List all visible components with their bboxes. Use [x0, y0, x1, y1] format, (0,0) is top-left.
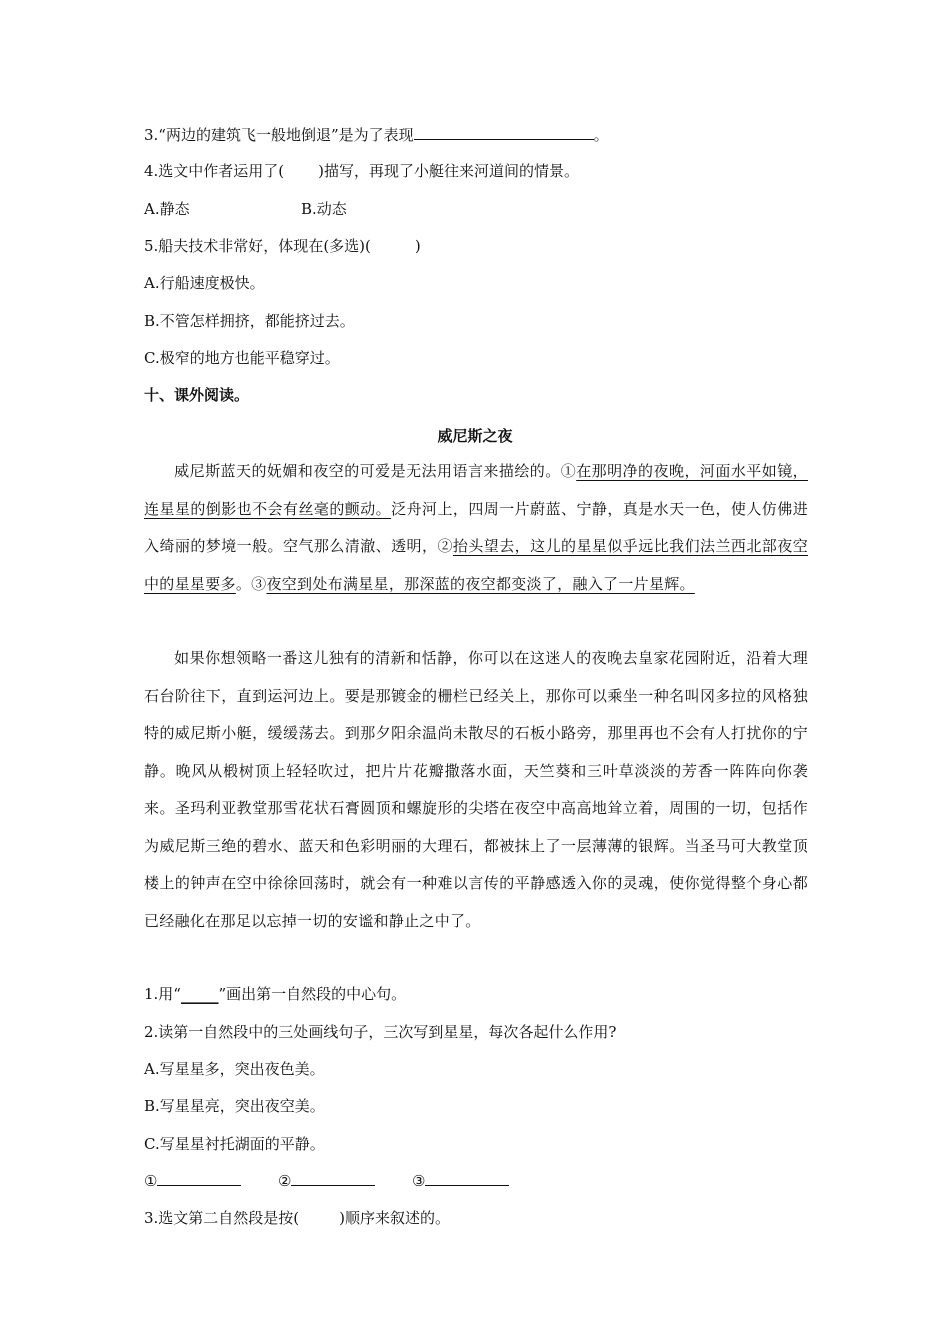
article-paragraph-1: 威尼斯蓝天的妩媚和夜空的可爱是无法用语言来描绘的。①在那明净的夜晚，河面水平如镜，连星星的倒影也不会有丝毫的颤动。泛舟河上，四周一片蔚蓝、宁静，真是水天一色，使人仿佛进入绮丽的梦境一般。空气那么清澈、透明，②抬头望去，这儿的星星似乎远比我们法兰西北部夜空中的星星要多。③夜空到处布满星星，那深蓝的夜空都变淡了，融入了一片星辉。	[144, 462, 808, 593]
marker-2: ②	[437, 537, 453, 555]
article-paragraph-2	[144, 640, 808, 940]
answer-blanks-row	[144, 1170, 426, 1191]
answer-blank-1[interactable]	[157, 1170, 241, 1186]
blank-label-1: ①	[144, 1172, 158, 1190]
question-b2-option-a: A.写星星多，突出夜色美。	[144, 1060, 325, 1078]
sentence-2: 泛舟河上，四周一片蔚蓝、宁静，真是水天一色，使人仿佛进入绮丽的梦境一般。空气那么清澈、透明，	[144, 499, 808, 555]
question-3-text: 3.“两边的建筑飞一般地倒退”是为了表现	[144, 126, 414, 144]
blank-label-2: ②	[278, 1172, 292, 1190]
marker-1: ①	[560, 462, 577, 480]
blank-label-3: ③	[412, 1172, 426, 1190]
sentence-0: 威尼斯蓝天的妩媚和夜空的可爱是无法用语言来描绘的。	[174, 462, 561, 480]
answer-blank-3[interactable]	[425, 1170, 509, 1186]
underlined-sentence-1: 在那明净的夜晚，河面水平如镜，连星星的倒影也不会有丝毫的颤动。	[144, 462, 808, 518]
marker-3: ③	[251, 574, 267, 593]
article-title: 威尼斯之夜	[437, 427, 513, 445]
underlined-sentence-2: 抬头望去，这儿的星星似乎远比我们法兰西北部夜空中的星星要多	[144, 537, 808, 593]
question-4-options	[144, 199, 347, 219]
answer-blank[interactable]	[414, 124, 594, 140]
paragraph-2-text: 如果你想领略一番这儿独有的清新和恬静，你可以在这迷人的夜晚去皇家花园附近，沿着大理石台阶往下，直到运河边上。要是那镀金的栅栏已经关上，那你可以乘坐一种名叫冈多拉的风格独特的威尼斯小艇，缓缓荡去。到那夕阳余温尚未散尽的石板小路旁，那里再也不会有人打扰你的宁静。晚风从椴树顶上轻轻吹过，把片片花瓣撒落水面，天竺葵和三叶草淡淡的芳香一阵阵向你袭来。圣玛利亚教堂那雪花状石膏圆顶和螺旋形的尖塔在夜空中高高地耸立着，周围的一切，包括作为威尼斯三绝的碧水、蓝天和色彩明丽的大理石，都被抹上了一层薄薄的银辉。当圣马可大教堂顶楼上的钟声在空中徐徐回荡时，就会有一种难以言传的平静感透入你的灵魂，使你觉得整个身心都已经融化在那足以忘掉一切的安谧和静止之中了。	[144, 649, 808, 930]
question-b2-option-c: C.写星星衬托湖面的平静。	[144, 1135, 325, 1153]
answer-blank-2[interactable]	[291, 1170, 375, 1186]
question-5-option-a: A.行船速度极快。	[144, 274, 265, 292]
question-5-option-b: B.不管怎样拥挤，都能挤过去。	[144, 312, 355, 330]
question-b2-line: 2.读第一自然段中的三处画线句子，三次写到星星，每次各起什么作用?	[144, 1023, 617, 1041]
underlined-sentence-3: 夜空到处布满星星，那深蓝的夜空都变淡了，融入了一片星辉。	[266, 574, 695, 593]
question-5-text: 5.船夫技术非常好，体现在(多选)(	[144, 237, 371, 255]
underline-sample: _____	[180, 985, 219, 1003]
question-b1-line: 1.用“_____”画出第一自然段的中心句。	[144, 985, 407, 1003]
question-4-line: 4.选文中作者运用了( )描写，再现了小艇往来河道间的情景。	[144, 162, 580, 180]
question-b3-line: 3.选文第二自然段是按( )顺序来叙述的。	[144, 1209, 451, 1227]
question-b2-option-b: B.写星星亮，突出夜空美。	[144, 1097, 325, 1115]
question-5-option-c: C.极窄的地方也能平稳穿过。	[144, 349, 340, 367]
section-heading: 十、课外阅读。	[144, 386, 250, 404]
option-b: B.动态	[301, 200, 347, 218]
question-3-line: 3.“两边的建筑飞一般地倒退”是为了表现 。	[144, 126, 609, 144]
question-5-line: 5.船夫技术非常好，体现在(多选)( )	[144, 237, 421, 255]
option-a: A.静态	[144, 200, 190, 218]
question-4-text: 4.选文中作者运用了(	[144, 162, 285, 180]
